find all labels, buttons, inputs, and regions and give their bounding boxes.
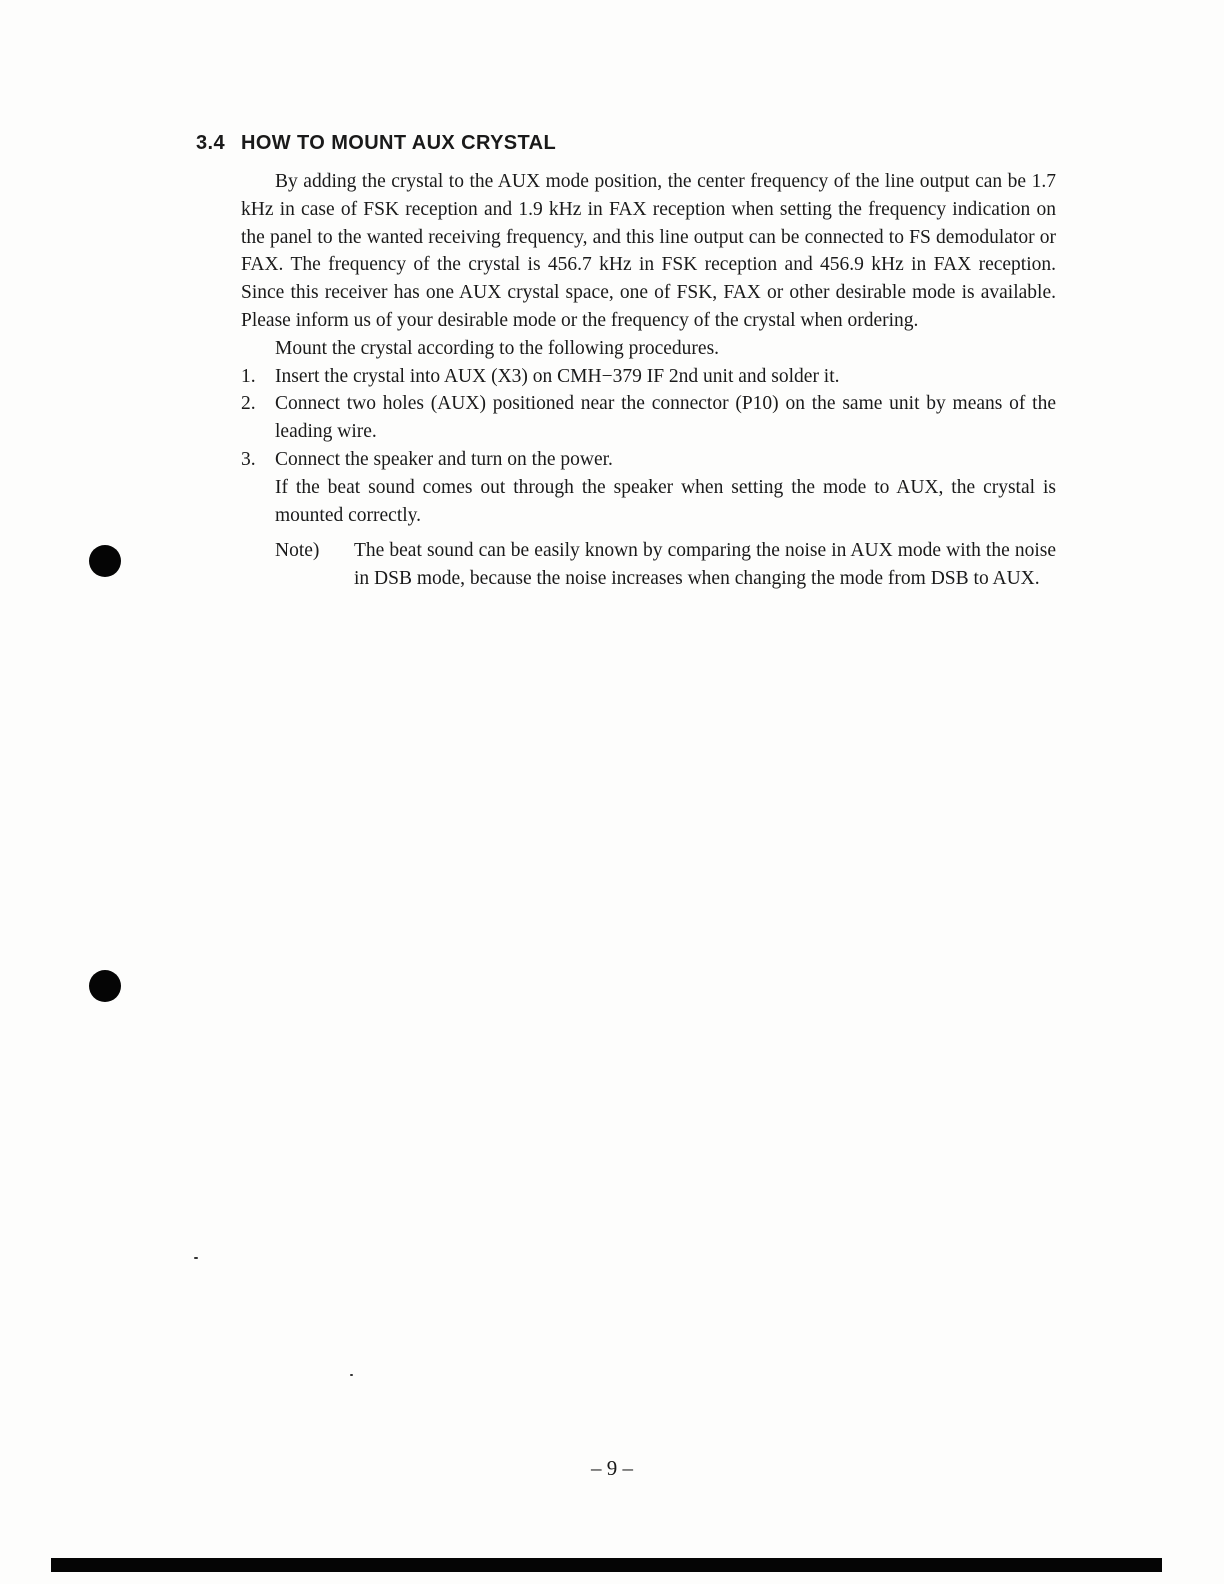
section-heading	[196, 132, 556, 155]
step-marker: 2.	[241, 393, 256, 415]
section-title: HOW TO MOUNT AUX CRYSTAL	[241, 132, 557, 154]
procedure-step	[241, 363, 1056, 391]
procedure-intro: Mount the crystal according to the following procedures.	[275, 337, 720, 359]
scan-edge-bar	[51, 1558, 1162, 1572]
intro-paragraph: By adding the crystal to the AUX mode position, the center frequency of the line output can be 1.7 kHz in case of FSK reception and 1.9 kHz in FAX reception when setting the frequency indication on the panel to the wanted receiving frequency, and this line output can be connected to FS demodulator or FAX. The frequency of the crystal is 456.7 kHz in FSK reception and 456.9 kHz in FAX reception. Since this receiver has one AUX crystal space, one of FSK, FAX or other desirable mode is available. Please inform us of your desirable mode or the frequency of the crystal when ordering.	[241, 171, 1056, 331]
note	[241, 537, 1056, 593]
note-text: The beat sound can be easily known by comparing the noise in AUX mode with the noise in DSB mode, because the noise increases when changing the mode from DSB to AUX.	[354, 540, 1056, 590]
step-marker: 1.	[241, 365, 256, 387]
step-text: Insert the crystal into AUX (X3) on CMH−379 IF 2nd unit and solder it.	[275, 365, 840, 387]
punch-hole-top	[89, 545, 121, 577]
note-label: Note)	[275, 540, 320, 562]
page-number: – 9 –	[591, 1456, 633, 1480]
step-marker: 3.	[241, 448, 256, 470]
scan-speck	[350, 1374, 353, 1376]
step-text: Connect the speaker and turn on the power.	[275, 448, 613, 470]
step-continuation: If the beat sound comes out through the speaker when setting the mode to AUX, the crystal is mounted correctly.	[275, 476, 1056, 526]
procedure-step	[241, 446, 1056, 529]
procedure-steps	[241, 363, 1056, 530]
step-text: Connect two holes (AUX) positioned near the connector (P10) on the same unit by means of the leading wire.	[275, 393, 1056, 443]
scan-speck	[194, 1257, 198, 1259]
section-number: 3.4	[196, 132, 226, 154]
punch-hole-bottom	[89, 970, 121, 1002]
procedure-step	[241, 390, 1056, 446]
section-body	[241, 168, 1056, 593]
